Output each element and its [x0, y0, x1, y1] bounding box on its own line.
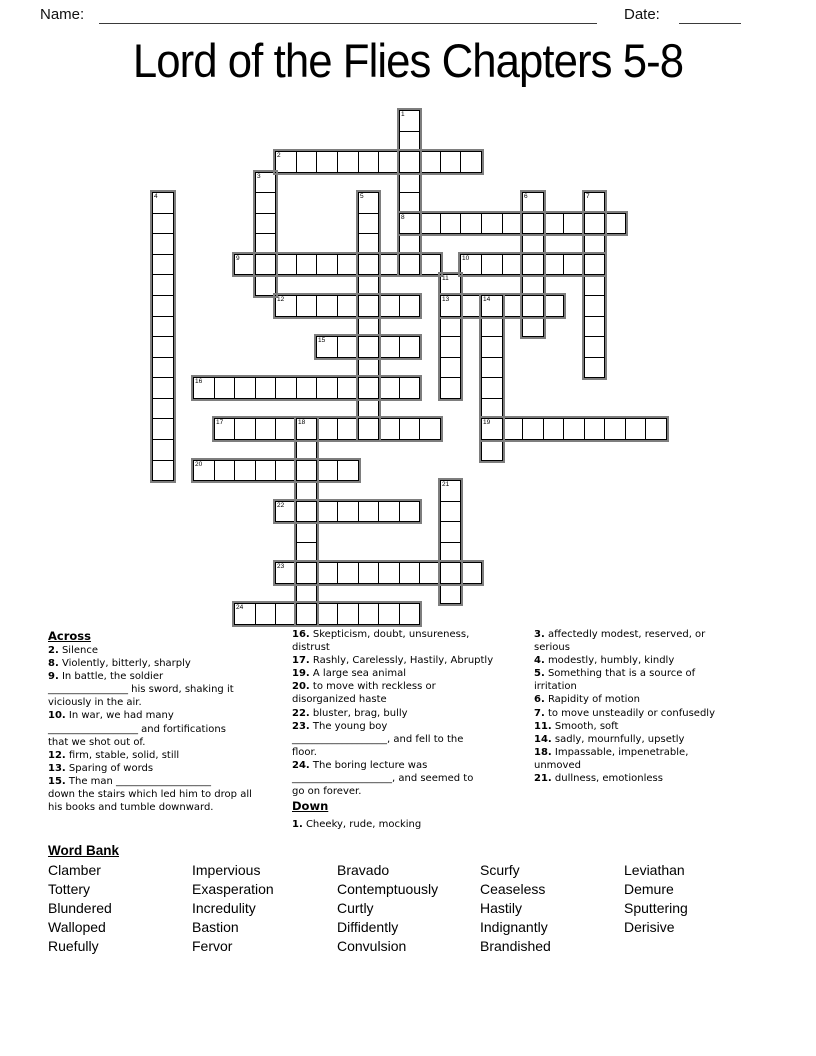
grid-cell[interactable] — [543, 254, 564, 275]
grid-cell[interactable] — [255, 603, 276, 625]
clue-item — [292, 818, 493, 831]
grid-cell[interactable] — [214, 460, 235, 481]
grid-cell[interactable] — [316, 460, 338, 481]
grid-cell[interactable] — [316, 603, 338, 625]
grid-cell[interactable] — [522, 418, 544, 440]
grid-cell[interactable] — [604, 418, 626, 440]
grid-cell[interactable] — [152, 254, 174, 275]
clue-column-1 — [48, 628, 252, 814]
grid-cell[interactable] — [481, 398, 503, 419]
clue-text-line: 7. to move unsteadily or confusedly — [534, 707, 715, 719]
word-bank-column-3 — [337, 861, 438, 956]
grid-cell[interactable] — [337, 377, 359, 399]
clue-item — [48, 762, 252, 775]
clue-item — [534, 693, 715, 706]
clue-number: 5 — [360, 193, 364, 200]
grid-cell[interactable] — [337, 501, 359, 522]
clue-text-line: 15. The man ___________________ — [48, 775, 212, 787]
grid-cell[interactable] — [255, 192, 276, 214]
grid-cell[interactable] — [399, 603, 420, 625]
grid-cell[interactable] — [152, 213, 174, 234]
clue-column-2 — [292, 628, 493, 831]
grid-cell[interactable] — [255, 418, 276, 440]
grid-cell[interactable] — [316, 418, 338, 440]
grid-cell[interactable] — [296, 439, 317, 461]
clue-number: 18 — [298, 419, 306, 426]
grid-cell[interactable] — [399, 151, 420, 173]
grid-cell[interactable] — [358, 418, 379, 440]
grid-cell[interactable] — [481, 254, 503, 275]
grid-cell[interactable] — [440, 501, 461, 522]
clue-number: 17 — [216, 419, 224, 426]
date-label: Date: — [624, 6, 660, 23]
clue-text-line: 19. A large sea animal — [292, 668, 406, 680]
grid-cell[interactable] — [316, 501, 338, 522]
word-bank-item: Brandished — [480, 938, 551, 954]
grid-cell[interactable] — [460, 151, 482, 173]
clue-text-line: 12. firm, stable, solid, still — [48, 749, 180, 761]
grid-cell[interactable] — [337, 295, 359, 317]
clue-item — [292, 720, 493, 759]
grid-cell[interactable] — [337, 336, 359, 358]
clue-number: 22 — [277, 502, 285, 509]
grid-cell[interactable] — [152, 439, 174, 461]
grid-cell[interactable] — [337, 254, 359, 275]
clue-item — [292, 707, 493, 720]
clue-item — [534, 654, 715, 667]
grid-cell[interactable] — [152, 336, 174, 358]
grid-cell[interactable] — [358, 501, 379, 522]
grid-cell[interactable] — [296, 583, 317, 604]
word-bank-item: Blundered — [48, 900, 112, 916]
grid-cell[interactable] — [584, 233, 605, 255]
grid-cell[interactable] — [440, 213, 461, 234]
clue-item — [292, 759, 493, 798]
grid-cell[interactable] — [296, 542, 317, 563]
word-bank-column-4 — [480, 861, 551, 956]
grid-cell[interactable] — [337, 603, 359, 625]
name-label: Name: — [40, 6, 85, 23]
clue-text-line: ____________________, and seemed to — [292, 773, 474, 785]
grid-cell[interactable] — [522, 254, 544, 275]
grid-cell[interactable] — [358, 377, 379, 399]
clue-item — [534, 667, 715, 693]
grid-cell[interactable] — [152, 357, 174, 378]
word-bank-item: Contemptuously — [337, 881, 439, 897]
grid-cell[interactable] — [234, 418, 256, 440]
word-bank-item: Scurfy — [480, 862, 520, 878]
grid-cell[interactable] — [296, 521, 317, 543]
word-bank-heading: Word Bank — [48, 843, 120, 858]
grid-cell[interactable] — [358, 274, 379, 296]
grid-cell[interactable] — [584, 213, 605, 234]
clue-item — [534, 707, 715, 720]
grid-cell[interactable] — [563, 254, 585, 275]
grid-cell[interactable] — [481, 377, 503, 399]
grid-cell[interactable] — [296, 562, 317, 584]
grid-cell[interactable] — [378, 501, 400, 522]
clue-text-line: ________________ his sword, shaking it — [48, 684, 234, 696]
clue-text-line: 16. Skepticism, doubt, unsureness, — [292, 629, 470, 640]
grid-cell[interactable] — [460, 295, 482, 317]
clue-text-line: 14. sadly, mournfully, upsetly — [534, 733, 685, 745]
clue-text-line: 5. Something that is a source of — [534, 668, 696, 680]
word-bank-item: Clamber — [48, 862, 101, 878]
grid-cell[interactable] — [337, 562, 359, 584]
grid-cell[interactable] — [358, 562, 379, 584]
grid-cell[interactable] — [399, 254, 420, 275]
grid-cell[interactable] — [378, 336, 400, 358]
grid-cell[interactable] — [645, 418, 667, 440]
grid-cell[interactable] — [152, 316, 174, 337]
grid-cell[interactable] — [378, 562, 400, 584]
clue-item — [534, 772, 715, 785]
grid-cell[interactable] — [399, 377, 420, 399]
word-bank-item: Bastion — [192, 919, 239, 935]
grid-cell[interactable] — [358, 233, 379, 255]
grid-cell[interactable] — [584, 295, 605, 317]
clue-number: 8 — [401, 214, 405, 221]
grid-cell[interactable] — [296, 480, 317, 502]
grid-cell[interactable] — [399, 562, 420, 584]
grid-cell[interactable] — [440, 521, 461, 543]
grid-cell[interactable] — [296, 151, 317, 173]
grid-cell[interactable] — [399, 336, 420, 358]
grid-cell[interactable] — [502, 295, 523, 317]
clue-text-line: 8. Violently, bitterly, sharply — [48, 658, 191, 670]
clue-text-line: 13. Sparing of words — [48, 762, 154, 774]
clue-text-line: 3. affectedly modest, reserved, or — [534, 629, 706, 640]
grid-cell[interactable] — [296, 254, 317, 275]
grid-cell[interactable] — [234, 460, 256, 481]
grid-cell[interactable] — [419, 213, 441, 234]
grid-cell[interactable] — [481, 316, 503, 337]
grid-cell[interactable] — [152, 460, 174, 481]
clue-number: 21 — [442, 481, 450, 488]
grid-cell[interactable] — [440, 562, 461, 584]
clue-text-line: 23. The young boy — [292, 720, 388, 732]
clue-item — [48, 670, 252, 709]
word-bank-item: Exasperation — [192, 881, 274, 897]
grid-cell[interactable] — [502, 254, 523, 275]
clue-number: 7 — [586, 193, 590, 200]
clue-item — [292, 654, 493, 667]
clue-number: 16 — [195, 378, 203, 385]
grid-cell[interactable] — [234, 377, 256, 399]
clue-number: 24 — [236, 604, 244, 611]
grid-cell[interactable] — [358, 295, 379, 317]
word-bank-item: Tottery — [48, 881, 91, 897]
clue-item — [48, 657, 252, 670]
word-bank-item: Demure — [624, 881, 674, 897]
grid-cell[interactable] — [419, 254, 441, 275]
clue-text-line: 6. Rapidity of motion — [534, 694, 640, 706]
grid-cell[interactable] — [152, 398, 174, 419]
clue-heading-down: Down — [292, 799, 329, 814]
grid-cell[interactable] — [255, 377, 276, 399]
clue-text-line: distrust — [292, 642, 330, 654]
grid-cell[interactable] — [584, 316, 605, 337]
clue-number: 11 — [442, 275, 449, 282]
word-bank-item: Leviathan — [624, 862, 685, 878]
grid-cell[interactable] — [275, 254, 297, 275]
grid-cell[interactable] — [316, 151, 338, 173]
clue-number: 15 — [318, 337, 326, 344]
grid-cell[interactable] — [399, 295, 420, 317]
clue-number: 19 — [483, 419, 491, 426]
grid-cell[interactable] — [440, 336, 461, 358]
clue-text-line: that we shot out of. — [48, 736, 146, 748]
word-bank-item: Diffidently — [337, 919, 399, 935]
grid-cell[interactable] — [337, 418, 359, 440]
clue-heading-across: Across — [48, 629, 91, 643]
clue-number: 9 — [236, 255, 240, 262]
clue-number: 10 — [462, 255, 470, 262]
grid-cell[interactable] — [296, 501, 317, 522]
clue-item — [48, 709, 252, 748]
word-bank-item: Hastily — [480, 900, 523, 916]
grid-cell[interactable] — [604, 213, 626, 234]
grid-cell[interactable] — [358, 254, 379, 275]
clue-item — [292, 667, 493, 680]
grid-cell[interactable] — [502, 418, 523, 440]
grid-cell[interactable] — [563, 418, 585, 440]
clue-text-line: serious — [534, 642, 570, 654]
clue-item — [534, 720, 715, 733]
grid-cell[interactable] — [378, 418, 400, 440]
clue-text-line: 2. Silence — [48, 645, 98, 656]
grid-cell[interactable] — [543, 213, 564, 234]
grid-cell[interactable] — [378, 254, 400, 275]
clue-number: 12 — [277, 296, 285, 303]
clue-number: 4 — [154, 193, 158, 200]
grid-cell[interactable] — [543, 418, 564, 440]
grid-cell[interactable] — [522, 295, 544, 317]
grid-cell[interactable] — [152, 377, 174, 399]
clue-number: 1 — [401, 111, 405, 118]
grid-cell[interactable] — [316, 254, 338, 275]
grid-cell[interactable] — [440, 151, 461, 173]
word-bank-column-1 — [48, 861, 112, 956]
clue-item — [48, 644, 252, 657]
grid-cell[interactable] — [358, 213, 379, 234]
clue-text-line: 21. dullness, emotionless — [534, 773, 663, 785]
grid-cell[interactable] — [584, 418, 605, 440]
grid-cell[interactable] — [275, 377, 297, 399]
grid-cell[interactable] — [296, 377, 317, 399]
grid-cell[interactable] — [481, 213, 503, 234]
grid-cell[interactable] — [255, 274, 276, 296]
grid-cell[interactable] — [563, 213, 585, 234]
word-bank-item: Convulsion — [337, 938, 407, 954]
grid-cell[interactable] — [316, 377, 338, 399]
grid-cell[interactable] — [378, 377, 400, 399]
grid-cell[interactable] — [399, 501, 420, 522]
grid-cell[interactable] — [481, 357, 503, 378]
word-bank-item: Bravado — [337, 862, 390, 878]
grid-cell[interactable] — [152, 233, 174, 255]
clue-number: 14 — [483, 296, 491, 303]
grid-cell[interactable] — [378, 603, 400, 625]
clue-text-line: disorganized haste — [292, 694, 387, 706]
grid-cell[interactable] — [316, 295, 338, 317]
grid-cell[interactable] — [460, 213, 482, 234]
word-bank-item: Sputtering — [624, 900, 688, 916]
grid-cell[interactable] — [358, 603, 379, 625]
grid-cell[interactable] — [255, 254, 276, 275]
grid-cell[interactable] — [584, 357, 605, 378]
clue-item — [292, 628, 493, 654]
grid-cell[interactable] — [399, 192, 420, 214]
grid-cell[interactable] — [152, 274, 174, 296]
clue-text-line: his books and tumble downward. — [48, 802, 214, 814]
clue-text-line: ___________________, and fell to the — [292, 733, 464, 745]
grid-cell[interactable] — [296, 295, 317, 317]
clue-text-line: irritation — [534, 681, 577, 693]
clue-number: 6 — [524, 193, 528, 200]
clue-text-line: unmoved — [534, 759, 581, 771]
grid-cell[interactable] — [358, 151, 379, 173]
grid-cell[interactable] — [358, 357, 379, 378]
grid-cell[interactable] — [255, 460, 276, 481]
grid-cell[interactable] — [522, 233, 544, 255]
word-bank-item: Walloped — [48, 919, 106, 935]
grid-cell[interactable] — [399, 172, 420, 193]
grid-cell[interactable] — [337, 151, 359, 173]
grid-cell[interactable] — [358, 398, 379, 419]
clue-number: 23 — [277, 563, 285, 570]
grid-cell[interactable] — [419, 418, 441, 440]
clue-number: 20 — [195, 461, 203, 468]
grid-cell[interactable] — [214, 377, 235, 399]
word-bank-item: Curtly — [337, 900, 374, 916]
grid-cell[interactable] — [460, 562, 482, 584]
word-bank-item: Impervious — [192, 862, 261, 878]
clue-item — [534, 628, 715, 654]
word-bank-item: Fervor — [192, 938, 233, 954]
grid-cell[interactable] — [481, 439, 503, 461]
clue-text-line: 10. In war, we had many — [48, 710, 174, 722]
grid-cell[interactable] — [255, 233, 276, 255]
clue-text-line: 9. In battle, the soldier — [48, 671, 164, 683]
grid-cell[interactable] — [584, 274, 605, 296]
grid-cell[interactable] — [275, 460, 297, 481]
grid-cell[interactable] — [440, 583, 461, 604]
clue-text-line: 11. Smooth, soft — [534, 720, 619, 732]
clue-item — [534, 746, 715, 772]
grid-cell[interactable] — [419, 562, 441, 584]
clue-number: 3 — [257, 173, 261, 180]
clue-text-line: 4. modestly, humbly, kindly — [534, 655, 675, 667]
grid-cell[interactable] — [522, 316, 544, 337]
clue-item — [48, 775, 252, 814]
clue-text-line: go on forever. — [292, 786, 362, 798]
grid-cell[interactable] — [296, 460, 317, 481]
clue-text-line: 1. Cheeky, rude, mocking — [292, 819, 422, 831]
word-bank-item: Ceaseless — [480, 881, 546, 897]
grid-cell[interactable] — [316, 562, 338, 584]
grid-cell[interactable] — [584, 336, 605, 358]
grid-cell[interactable] — [399, 418, 420, 440]
grid-cell[interactable] — [255, 213, 276, 234]
word-bank-item: Incredulity — [192, 900, 256, 916]
clue-text-line: down the stairs which led him to drop all — [48, 789, 252, 801]
grid-cell[interactable] — [399, 233, 420, 255]
clue-text-line: 17. Rashly, Carelessly, Hastily, Abruptly — [292, 655, 494, 667]
clue-text-line: floor. — [292, 746, 317, 758]
clue-item — [534, 733, 715, 746]
grid-cell[interactable] — [399, 131, 420, 152]
grid-cell[interactable] — [440, 377, 461, 399]
grid-cell[interactable] — [543, 295, 564, 317]
clue-text-line: 24. The boring lecture was — [292, 759, 428, 771]
clue-text-line: viciously in the air. — [48, 697, 142, 709]
word-bank-column-2 — [192, 861, 274, 956]
grid-cell[interactable] — [440, 542, 461, 563]
grid-cell[interactable] — [481, 336, 503, 358]
grid-cell[interactable] — [275, 603, 297, 625]
clue-text-line: 18. Impassable, impenetrable, — [534, 746, 689, 758]
grid-cell[interactable] — [419, 151, 441, 173]
grid-cell[interactable] — [358, 336, 379, 358]
grid-cell[interactable] — [522, 213, 544, 234]
grid-cell[interactable] — [337, 460, 359, 481]
grid-cell[interactable] — [152, 418, 174, 440]
grid-cell[interactable] — [522, 274, 544, 296]
grid-cell[interactable] — [440, 316, 461, 337]
grid-cell[interactable] — [584, 254, 605, 275]
clue-column-3 — [534, 628, 715, 785]
grid-cell[interactable] — [378, 295, 400, 317]
grid-cell[interactable] — [440, 357, 461, 378]
clue-number: 2 — [277, 152, 281, 159]
word-bank-column-5 — [624, 861, 688, 937]
clue-text-line: __________________ and fortifications — [48, 723, 226, 735]
grid-cell[interactable] — [296, 603, 317, 625]
word-bank-item: Derisive — [624, 919, 675, 935]
word-bank-item: Ruefully — [48, 938, 99, 954]
grid-cell[interactable] — [358, 316, 379, 337]
page-title: Lord of the Flies Chapters 5-8 — [132, 34, 684, 87]
grid-cell[interactable] — [378, 151, 400, 173]
word-bank-item: Indignantly — [480, 919, 548, 935]
grid-cell[interactable] — [152, 295, 174, 317]
grid-cell[interactable] — [502, 213, 523, 234]
clue-number: 13 — [442, 296, 450, 303]
grid-cell[interactable] — [275, 418, 297, 440]
clue-text-line: 20. to move with reckless or — [292, 681, 436, 693]
clue-item — [48, 749, 252, 762]
clue-text-line: 22. bluster, brag, bully — [292, 707, 408, 719]
grid-cell[interactable] — [625, 418, 646, 440]
clue-item — [292, 680, 493, 706]
